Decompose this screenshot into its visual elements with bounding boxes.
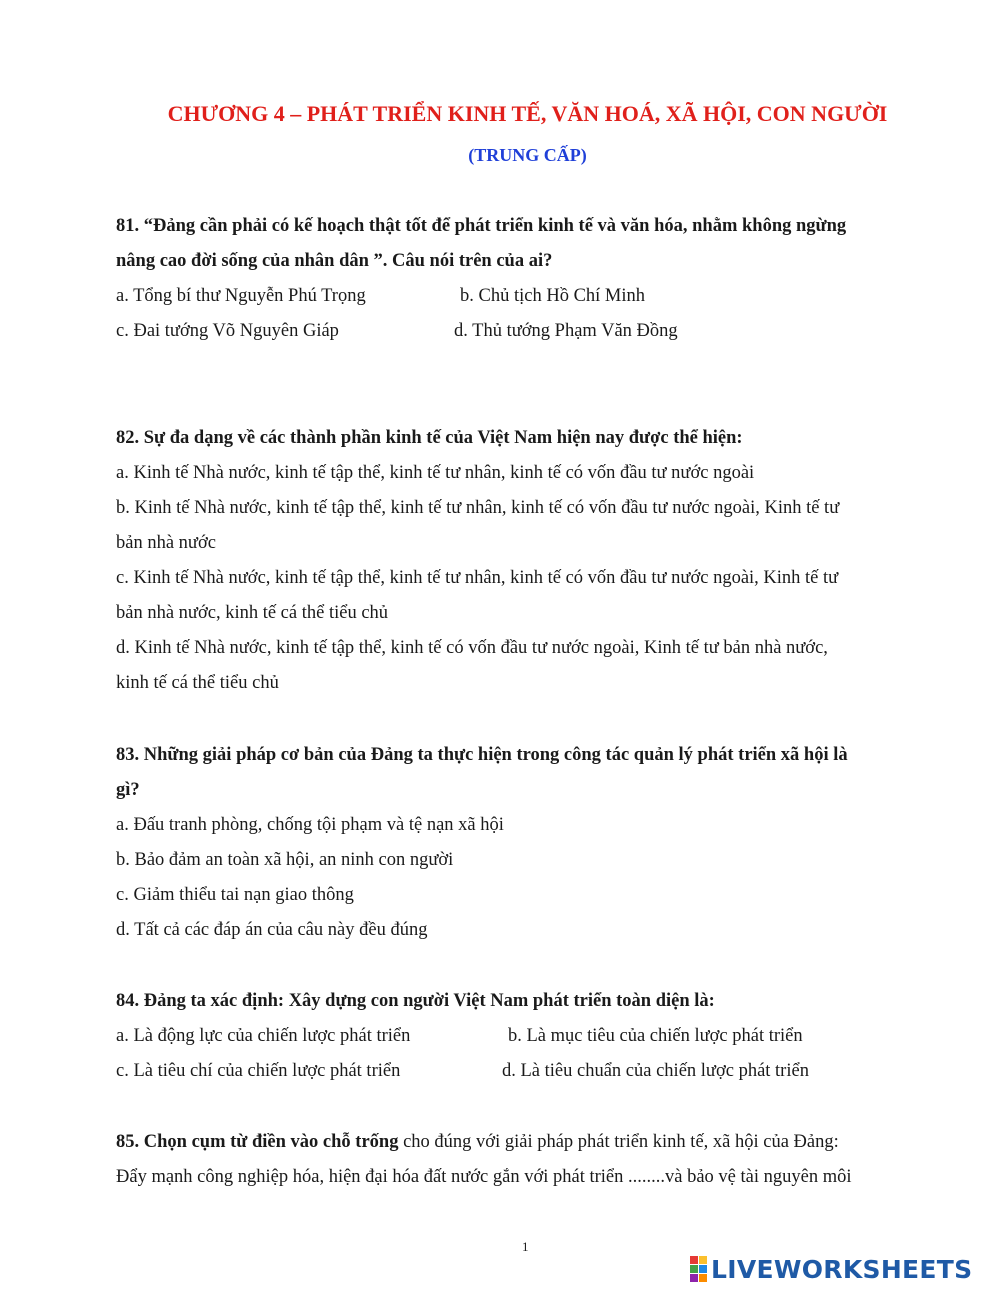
q81-option-d[interactable]: d. Thủ tướng Phạm Văn Đồng (454, 321, 678, 341)
liveworksheets-logo (690, 1254, 972, 1284)
q85-question-rest: cho đúng với giải pháp phát triển kinh tế, xã hội của Đảng: (398, 1132, 839, 1152)
q83-option-b[interactable]: b. Bảo đảm an toàn xã hội, an ninh con người (116, 850, 454, 870)
q83-question-line2: gì? (116, 780, 140, 800)
q81-question-line2: nâng cao đời sống của nhân dân ”. Câu nói trên của ai? (116, 251, 553, 271)
q84-option-c[interactable]: c. Là tiêu chí của chiến lược phát triển (116, 1061, 401, 1081)
q83-option-d[interactable]: d. Tất cả các đáp án của câu này đều đúng (116, 920, 428, 940)
q83-option-a[interactable]: a. Đấu tranh phòng, chống tội phạm và tệ nạn xã hội (116, 815, 504, 835)
chapter-subtitle: (TRUNG CẤP) (468, 145, 587, 165)
liveworksheets-logo-text: LIVEWORKSHEETS (711, 1254, 973, 1284)
q81-option-b[interactable]: b. Chủ tịch Hồ Chí Minh (460, 286, 646, 306)
q84-option-a[interactable]: a. Là động lực của chiến lược phát triển (116, 1026, 411, 1046)
q82-option-b-line2[interactable]: bản nhà nước (116, 533, 216, 553)
q85-question-bold: 85. Chọn cụm từ điền vào chỗ trống (116, 1132, 399, 1152)
q81-question-line1: 81. “Đảng cần phải có kế hoạch thật tốt để phát triển kinh tế và văn hóa, nhằm không ngừng (116, 216, 847, 236)
q85-question-line2: Đẩy mạnh công nghiệp hóa, hiện đại hóa đất nước gắn với phát triển ........và bảo vệ tài nguyên môi (116, 1167, 852, 1187)
q84-question: 84. Đảng ta xác định: Xây dựng con người Việt Nam phát triển toàn diện là: (116, 991, 715, 1011)
q82-option-c-line2[interactable]: bản nhà nước, kinh tế cá thể tiểu chủ (116, 603, 389, 623)
q81-option-c[interactable]: c. Đai tướng Võ Nguyên Giáp (116, 321, 339, 341)
page-number: 1 (522, 1239, 529, 1254)
q83-option-c[interactable]: c. Giảm thiểu tai nạn giao thông (116, 885, 354, 905)
q83-question-line1: 83. Những giải pháp cơ bản của Đảng ta thực hiện trong công tác quản lý phát triển xã hội là (116, 745, 848, 765)
q82-question: 82. Sự đa dạng về các thành phần kinh tế của Việt Nam hiện nay được thể hiện: (116, 428, 743, 448)
q82-option-d-line1[interactable]: d. Kinh tế Nhà nước, kinh tế tập thể, kinh tế có vốn đầu tư nước ngoài, Kinh tế tư bản nhà nước, (116, 638, 828, 658)
q85-question-line1 (116, 1131, 839, 1153)
q82-option-b-line1[interactable]: b. Kinh tế Nhà nước, kinh tế tập thể, kinh tế tư nhân, kinh tế có vốn đầu tư nước ngoài, Kinh tế tư (116, 498, 840, 518)
q84-option-b[interactable]: b. Là mục tiêu của chiến lược phát triển (508, 1026, 803, 1046)
q81-option-a[interactable]: a. Tổng bí thư Nguyễn Phú Trọng (116, 286, 366, 306)
liveworksheets-logo-icon (690, 1256, 707, 1282)
q82-option-c-line1[interactable]: c. Kinh tế Nhà nước, kinh tế tập thể, kinh tế tư nhân, kinh tế có vốn đầu tư nước ngoài, Kinh tế tư (116, 568, 839, 588)
q82-option-d-line2[interactable]: kinh tế cá thể tiểu chủ (116, 673, 279, 693)
q82-option-a[interactable]: a. Kinh tế Nhà nước, kinh tế tập thể, kinh tế tư nhân, kinh tế có vốn đầu tư nước ngoài (116, 463, 755, 483)
chapter-title: CHƯƠNG 4 – PHÁT TRIỂN KINH TẾ, VĂN HOÁ, XÃ HỘI, CON NGƯỜI (167, 101, 888, 126)
q84-option-d[interactable]: d. Là tiêu chuẩn của chiến lược phát triển (502, 1061, 809, 1081)
